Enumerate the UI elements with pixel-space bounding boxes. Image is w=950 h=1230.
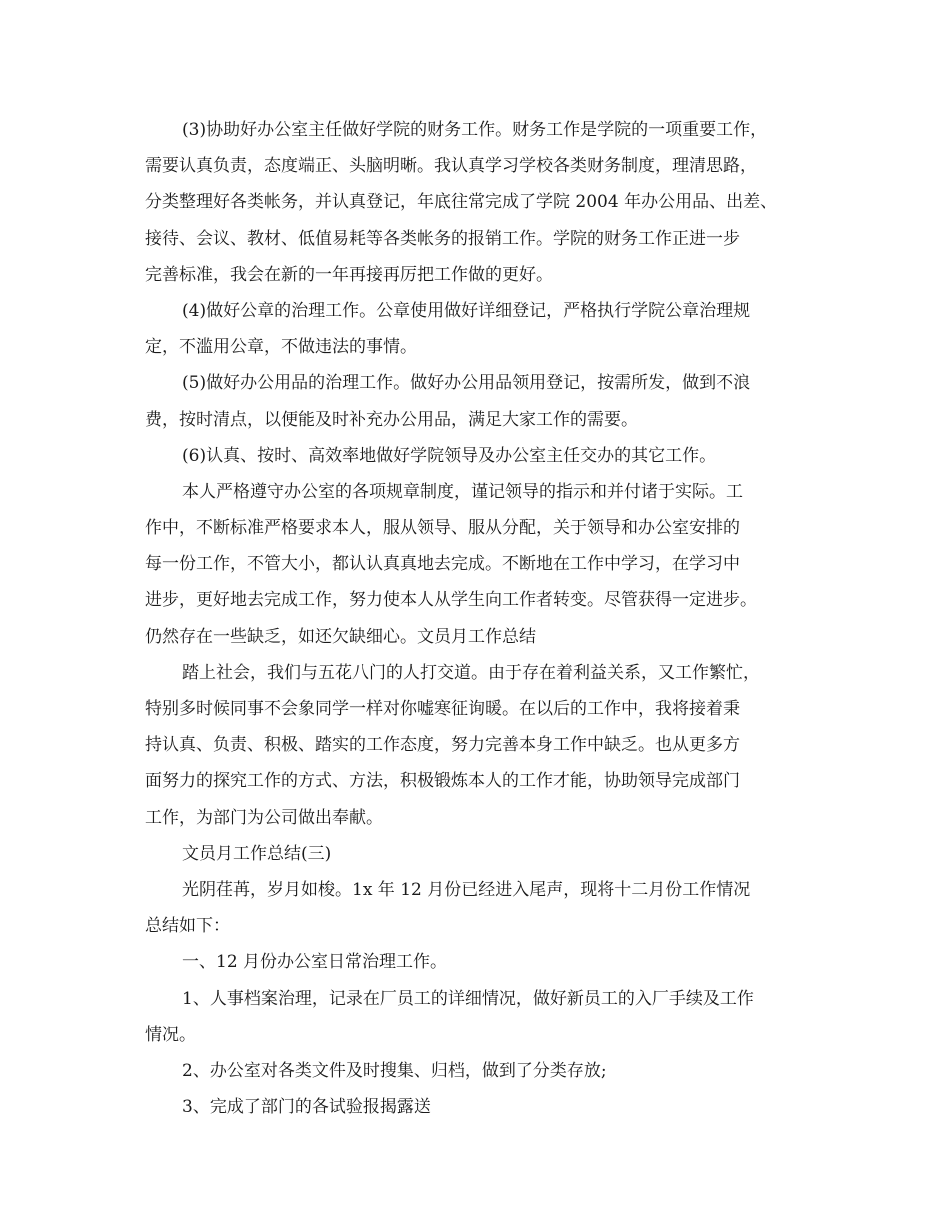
paragraph-line: (5)做好办公用品的治理工作。做好办公用品领用登记，按需所发，做到不浪	[182, 373, 751, 394]
paragraph-line: 进步，更好地去完成工作，努力使本人从学生向工作者转变。尽管获得一定进步。	[145, 590, 757, 611]
paragraph-line: 踏上社会，我们与五花八门的人打交道。由于存在着利益关系，又工作繁忙，	[182, 662, 760, 683]
paragraph-line: 持认真、负责、积极、踏实的工作态度，努力完善本身工作中缺乏。也从更多方	[145, 735, 740, 756]
paragraph-line: (3)协助好办公室主任做好学院的财务工作。财务工作是学院的一项重要工作，	[182, 120, 768, 140]
paragraph-line: 需要认真负责，态度端正、头脑明晰。我认真学习学校各类财务制度，理清思路，	[145, 156, 757, 177]
paragraph-line: 本人严格遵守办公室的各项规章制度，谨记领导的指示和并付诸于实际。工	[182, 481, 743, 502]
section-heading: 文员月工作总结(三)	[182, 843, 332, 864]
paragraph-line: 费，按时清点，以便能及时补充办公用品，满足大家工作的需要。	[145, 409, 638, 430]
paragraph-line: 完善标准，我会在新的一年再接再厉把工作做的更好。	[145, 264, 553, 285]
paragraph-line: 分类整理好各类帐务，并认真登记，年底往常完成了学院 2004 年办公用品、出差、	[145, 192, 778, 213]
paragraph-line: 作中，不断标准严格要求本人，服从领导、服从分配，关于领导和办公室安排的	[145, 518, 740, 539]
list-item: 1、人事档案治理，记录在厂员工的详细情况，做好新员工的入厂手续及工作	[182, 988, 754, 1009]
list-item: 2、办公室对各类文件及时搜集、归档，做到了分类存放;	[182, 1060, 607, 1081]
list-item: 3、完成了部门的各试验报揭露送	[182, 1097, 431, 1118]
paragraph-line: 定，不滥用公章，不做违法的事情。	[145, 337, 417, 358]
paragraph-line: 特别多时候同事不会象同学一样对你嘘寒征询暖。在以后的工作中，我将接着秉	[145, 699, 740, 719]
list-heading: 一、12 月份办公室日常治理工作。	[182, 952, 448, 973]
document-body	[145, 112, 825, 1125]
paragraph-line: (6)认真、按时、高效率地做好学院领导及办公室主任交办的其它工作。	[182, 445, 717, 466]
paragraph-line: 总结如下：	[145, 916, 230, 937]
paragraph-line: 接待、会议、教材、低值易耗等各类帐务的报销工作。学院的财务工作正进一步	[145, 228, 740, 249]
list-item-continuation: 情况。	[145, 1024, 196, 1045]
paragraph-line: 工作，为部门为公司做出奉献。	[145, 807, 383, 828]
paragraph-line: 光阴荏苒，岁月如梭。1x 年 12 月份已经进入尾声，现将十二月份工作情况	[182, 879, 751, 900]
paragraph-line: (4)做好公章的治理工作。公章使用做好详细登记，严格执行学院公章治理规	[182, 300, 751, 321]
paragraph-line: 每一份工作，不管大小，都认认真真地去完成。不断地在工作中学习，在学习中	[145, 554, 740, 575]
paragraph-line: 面努力的探究工作的方式、方法，积极锻炼本人的工作才能，协助领导完成部门	[145, 771, 740, 792]
paragraph-line: 仍然存在一些缺乏，如还欠缺细心。文员月工作总结	[145, 626, 536, 647]
